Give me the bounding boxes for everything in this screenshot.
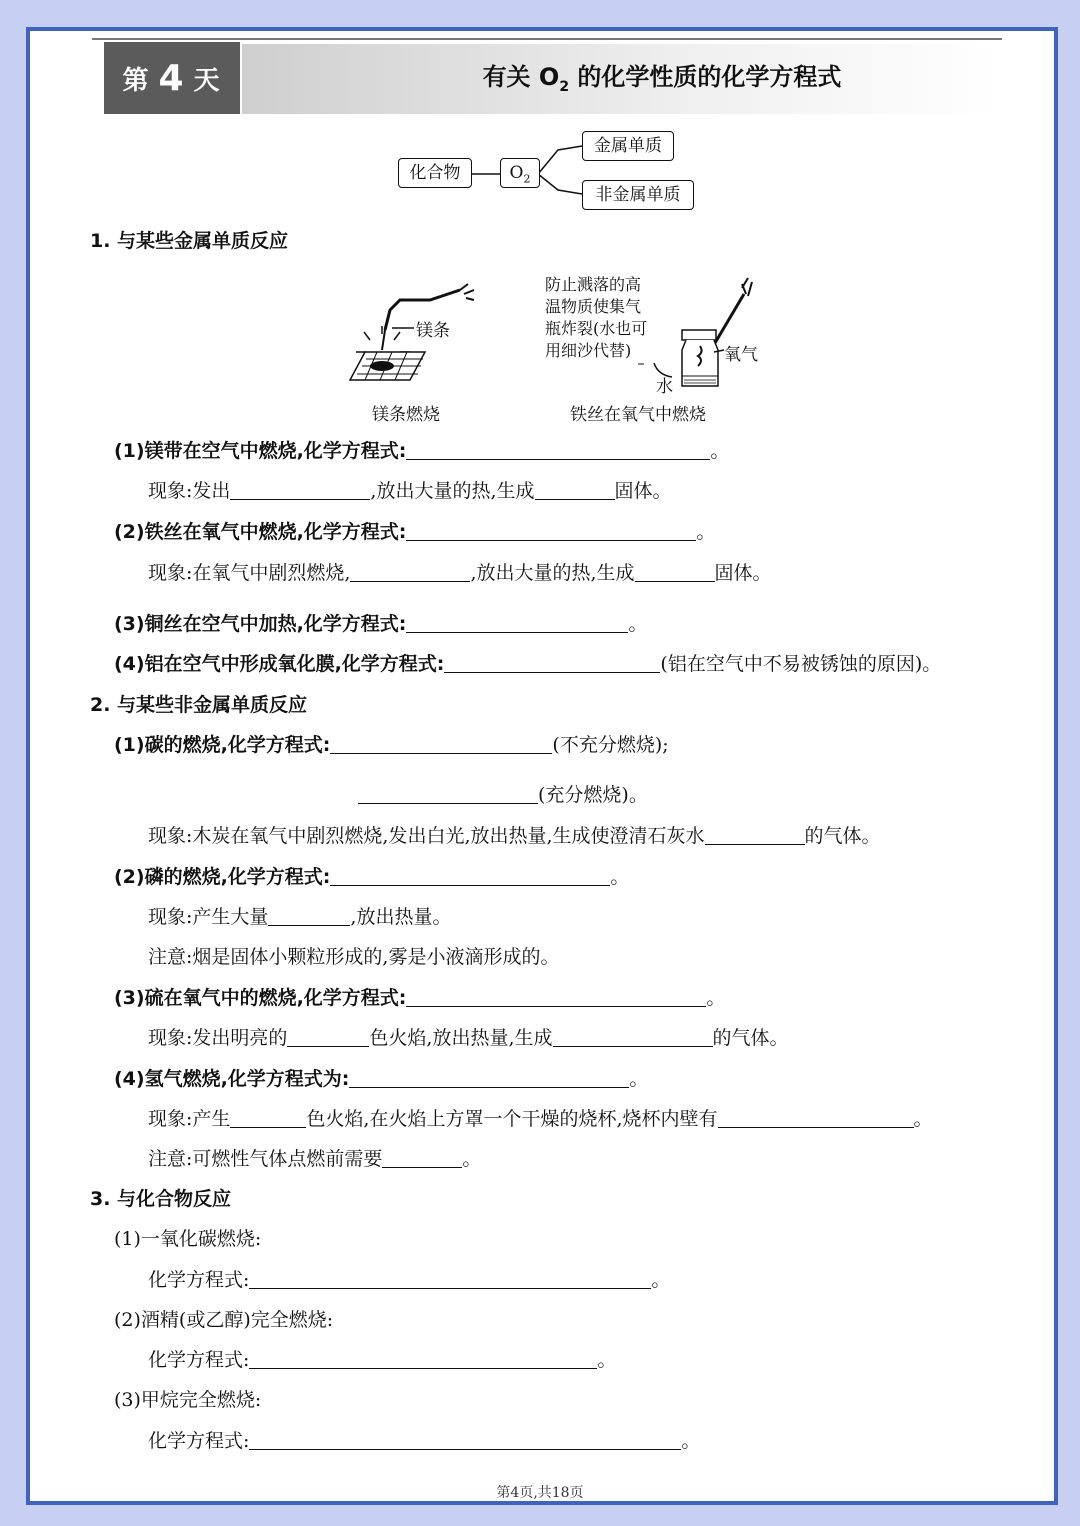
s3-q1-blank[interactable] xyxy=(249,1270,651,1289)
s2-q1-blank-2[interactable] xyxy=(358,785,538,804)
s2-q4-phenomenon xyxy=(148,1106,933,1132)
section-1-heading: 1. 与某些金属单质反应 xyxy=(90,230,289,252)
s1-q2 xyxy=(114,519,715,545)
o2-subscript: 2 xyxy=(523,172,531,186)
s2-q2-note: 注意:烟是固体小颗粒形成的,雾是小液滴形成的。 xyxy=(148,946,560,968)
s2-q2 xyxy=(114,864,629,890)
s1-q2-blank[interactable] xyxy=(406,522,696,541)
s2-q1-text: (1)碳的燃烧,化学方程式: xyxy=(114,734,331,756)
s1-q4-blank[interactable] xyxy=(444,654,660,673)
s2-q3-phenomenon xyxy=(148,1025,789,1051)
s3-q2-blank[interactable] xyxy=(249,1350,597,1369)
compound-box: 化合物 xyxy=(398,158,472,188)
s2-q4p-b: 色火焰,在火焰上方罩一个干燥的烧杯,烧杯内壁有 xyxy=(306,1108,718,1130)
s2-q2-phenomenon xyxy=(148,904,451,930)
s1-q3-text: (3)铜丝在空气中加热,化学方程式: xyxy=(114,613,407,635)
s2-q2p-blank[interactable] xyxy=(268,907,350,926)
day-prefix: 第 xyxy=(122,65,151,96)
s3-q3-eq-label: 化学方程式: xyxy=(148,1430,250,1452)
iron-wire-note: 防止溅落的高 温物质使集气 瓶炸裂(水也可 用细沙代替) xyxy=(545,275,648,360)
magnesium-burning-caption: 镁条燃烧 xyxy=(372,405,440,425)
s1-q1p-blank-2[interactable] xyxy=(535,481,615,500)
o2-box xyxy=(500,158,540,188)
s2-q1p-a: 现象:木炭在氧气中剧烈燃烧,发出白光,放出热量,生成使澄清石灰水 xyxy=(148,825,705,847)
metal-box: 金属单质 xyxy=(582,131,674,161)
s2-q1-line2 xyxy=(358,782,648,808)
s1-q1-blank[interactable] xyxy=(406,441,710,460)
s2-q2-blank[interactable] xyxy=(330,867,610,886)
s2-q4p-c: 。 xyxy=(913,1108,933,1130)
s1-q3-blank[interactable] xyxy=(406,614,628,633)
s2-q3-text: (3)硫在氧气中的燃烧,化学方程式: xyxy=(114,987,407,1009)
day-number: 4 xyxy=(158,57,186,99)
s1-q1p-c: 固体。 xyxy=(614,480,672,502)
s1-q4 xyxy=(114,651,941,677)
s2-q4 xyxy=(114,1066,648,1092)
s3-q3-end: 。 xyxy=(681,1430,701,1452)
s1-q1p-a: 现象:发出 xyxy=(148,480,231,502)
s1-q2-end: 。 xyxy=(696,521,716,543)
s2-q4-blank[interactable] xyxy=(349,1069,629,1088)
s2-q4p-blank-2[interactable] xyxy=(718,1109,914,1128)
s1-q3 xyxy=(114,611,647,637)
s2-q1-end: (不充分燃烧); xyxy=(552,734,669,756)
s1-q4-end: (铝在空气中不易被锈蚀的原因)。 xyxy=(660,653,942,675)
s1-q2p-c: 固体。 xyxy=(714,562,772,584)
s2-q3p-a: 现象:发出明亮的 xyxy=(148,1027,288,1049)
magnesium-ribbon-label: 镁条 xyxy=(416,321,450,341)
s2-q1-blank-1[interactable] xyxy=(330,735,552,754)
s1-q1p-b: ,放出大量的热,生成 xyxy=(370,480,535,502)
s3-q2-equation xyxy=(148,1347,616,1373)
s1-q2p-blank-2[interactable] xyxy=(635,563,715,582)
title-part-2: 的化学性质的化学方程式 xyxy=(569,63,842,91)
s2-q3-end: 。 xyxy=(706,987,726,1009)
s2-q1p-blank[interactable] xyxy=(705,826,805,845)
s2-q1 xyxy=(114,732,669,758)
s1-q2p-b: ,放出大量的热,生成 xyxy=(470,562,635,584)
s3-q3: (3)甲烷完全燃烧: xyxy=(114,1389,262,1411)
s3-q1-eq-label: 化学方程式: xyxy=(148,1269,250,1291)
s2-q1p-b: 的气体。 xyxy=(804,825,881,847)
s2-q2p-b: ,放出热量。 xyxy=(350,906,452,928)
s3-q1: (1)一氧化碳燃烧: xyxy=(114,1228,262,1250)
concept-diagram-lines xyxy=(0,0,1080,230)
o2-label: O xyxy=(509,163,524,183)
s1-q1-end: 。 xyxy=(710,440,730,462)
s3-q1-end: 。 xyxy=(651,1269,671,1291)
section-2-heading: 2. 与某些非金属单质反应 xyxy=(90,694,308,716)
s2-q3 xyxy=(114,985,725,1011)
s1-q2-phenomenon xyxy=(148,560,772,586)
day-suffix: 天 xyxy=(193,65,222,96)
s3-q2: (2)酒精(或乙醇)完全燃烧: xyxy=(114,1309,334,1331)
s2-q1-phenomenon xyxy=(148,823,881,849)
s3-q1-equation xyxy=(148,1267,670,1293)
s2-q2-end: 。 xyxy=(610,866,630,888)
s2-q4p-a: 现象:产生 xyxy=(148,1108,231,1130)
s2-q3p-c: 的气体。 xyxy=(712,1027,789,1049)
iron-burning-caption: 铁丝在氧气中燃烧 xyxy=(570,405,706,425)
s3-q2-end: 。 xyxy=(597,1349,617,1371)
s3-q3-blank[interactable] xyxy=(249,1431,681,1450)
s1-q1p-blank-1[interactable] xyxy=(230,481,370,500)
s3-q2-eq-label: 化学方程式: xyxy=(148,1349,250,1371)
iron-burning-figure xyxy=(630,268,780,398)
s1-q2p-blank-1[interactable] xyxy=(350,563,470,582)
s1-q4-text: (4)铝在空气中形成氧化膜,化学方程式: xyxy=(114,653,445,675)
s1-q2-text: (2)铁丝在氧气中燃烧,化学方程式: xyxy=(114,521,407,543)
s2-q3p-blank-1[interactable] xyxy=(287,1028,369,1047)
s2-q3p-blank-2[interactable] xyxy=(553,1028,713,1047)
s3-q3-equation xyxy=(148,1428,700,1454)
s2-q3p-b: 色火焰,放出热量,生成 xyxy=(369,1027,553,1049)
s2-q3-blank[interactable] xyxy=(406,988,706,1007)
s1-q1 xyxy=(114,438,729,464)
s2-q2p-a: 现象:产生大量 xyxy=(148,906,269,928)
s1-q2p-a: 现象:在氧气中剧烈燃烧, xyxy=(148,562,351,584)
oxygen-label: 氧气 xyxy=(724,345,758,365)
s2-q2-text: (2)磷的燃烧,化学方程式: xyxy=(114,866,331,888)
title-subscript: 2 xyxy=(559,78,570,95)
s2-q4n-blank[interactable] xyxy=(382,1149,462,1168)
s1-q3-end: 。 xyxy=(628,613,648,635)
s2-q4p-blank-1[interactable] xyxy=(230,1109,306,1128)
s1-q1-phenomenon xyxy=(148,478,672,504)
s2-q4-text: (4)氢气燃烧,化学方程式为: xyxy=(114,1068,350,1090)
s2-q4n-a: 注意:可燃性气体点燃前需要 xyxy=(148,1148,383,1170)
water-label: 水 xyxy=(656,377,673,397)
s2-q4-end: 。 xyxy=(629,1068,649,1090)
s2-q4n-b: 。 xyxy=(462,1148,482,1170)
title-part-1: 有关 O xyxy=(482,63,560,91)
section-3-heading: 3. 与化合物反应 xyxy=(90,1188,232,1210)
s2-q4-note xyxy=(148,1146,481,1172)
page-footer: 第4页,共18页 xyxy=(496,1485,584,1501)
s2-q1b-end: (充分燃烧)。 xyxy=(538,784,648,806)
nonmetal-box: 非金属单质 xyxy=(582,180,694,210)
s1-q1-text: (1)镁带在空气中燃烧,化学方程式: xyxy=(114,440,407,462)
